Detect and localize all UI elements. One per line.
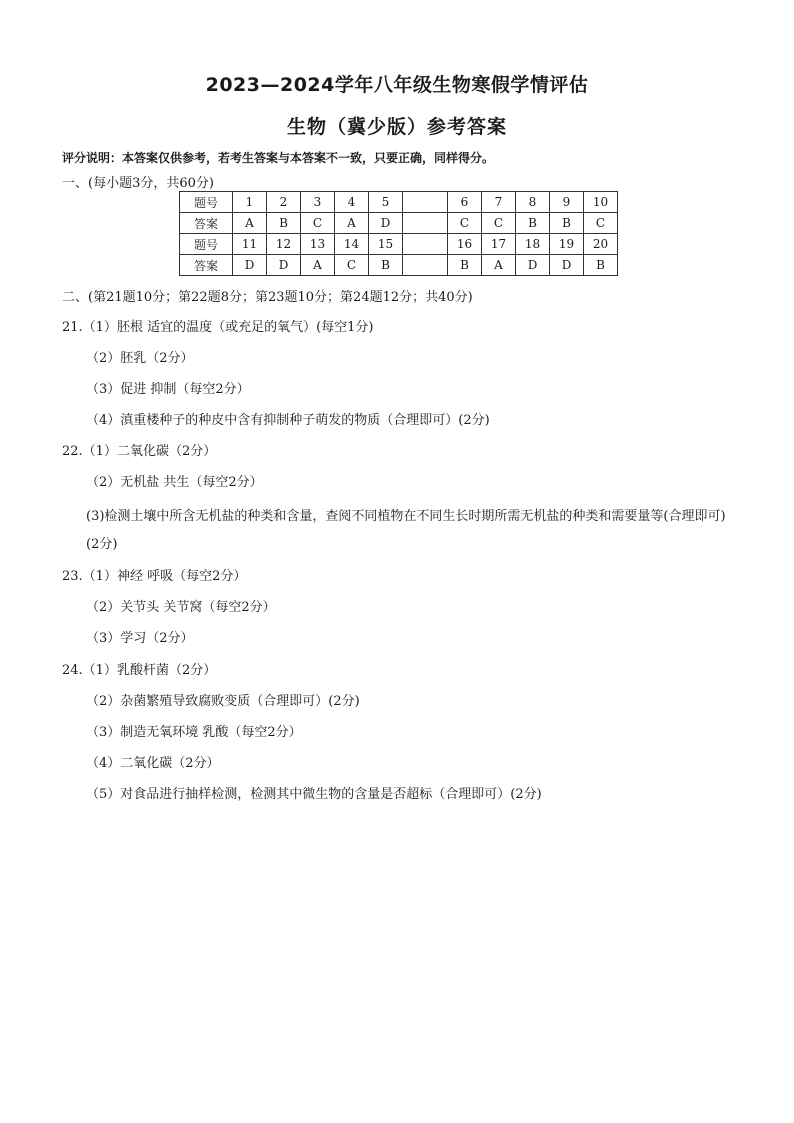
table-cell: 14 bbox=[335, 234, 369, 255]
table-cell: C bbox=[301, 213, 335, 234]
table-cell: D bbox=[369, 213, 403, 234]
table-cell: A bbox=[233, 213, 267, 234]
table-cell: 5 bbox=[369, 192, 403, 213]
row-label: 题号 bbox=[180, 192, 233, 213]
q22-line-3: (3)检测土壤中所含无机盐的种类和含量，查阅不同植物在不同生长时期所需无机盐的种类和需要量等(合理即可)(2分) bbox=[86, 509, 726, 552]
table-cell: D bbox=[516, 255, 550, 276]
table-cell: 4 bbox=[335, 192, 369, 213]
table-cell: B bbox=[584, 255, 618, 276]
table-cell: 16 bbox=[448, 234, 482, 255]
row-label: 答案 bbox=[180, 255, 233, 276]
section2-heading: 二、(第21题10分；第22题8分；第23题10分；第24题12分；共40分) bbox=[62, 290, 473, 305]
q24-line-5: （5）对食品进行抽样检测，检测其中微生物的含量是否超标（合理即可）(2分) bbox=[86, 787, 542, 802]
q21-line-4: （4）滇重楼种子的种皮中含有抑制种子萌发的物质（合理即可）(2分) bbox=[86, 413, 490, 428]
table-row bbox=[180, 213, 618, 234]
q21-line-3: （3）促进 抑制（每空2分） bbox=[86, 382, 250, 397]
table-cell: 18 bbox=[516, 234, 550, 255]
table-cell: C bbox=[448, 213, 482, 234]
q23-line-2: （2）关节头 关节窝（每空2分） bbox=[86, 600, 276, 615]
table-cell: D bbox=[550, 255, 584, 276]
table-cell: 10 bbox=[584, 192, 618, 213]
answer-table bbox=[179, 191, 618, 276]
grading-note: 评分说明：本答案仅供参考，若考生答案与本答案不一致，只要正确，同样得分。 bbox=[62, 151, 495, 165]
page-title: 2023—2024学年八年级生物寒假学情评估 bbox=[205, 74, 589, 96]
table-cell: 6 bbox=[448, 192, 482, 213]
table-cell: A bbox=[482, 255, 516, 276]
row-label: 题号 bbox=[180, 234, 233, 255]
table-cell: B bbox=[267, 213, 301, 234]
q22-line-1: 22.（1）二氧化碳（2分） bbox=[62, 444, 217, 459]
table-cell: B bbox=[369, 255, 403, 276]
q24-line-1: 24.（1）乳酸杆菌（2分） bbox=[62, 663, 217, 678]
q24-line-4: （4）二氧化碳（2分） bbox=[86, 756, 220, 771]
section1-heading: 一、(每小题3分，共60分) bbox=[62, 176, 214, 191]
table-cell: 9 bbox=[550, 192, 584, 213]
table-cell: 19 bbox=[550, 234, 584, 255]
table-gap bbox=[403, 234, 448, 255]
table-cell: 8 bbox=[516, 192, 550, 213]
row-label: 答案 bbox=[180, 213, 233, 234]
table-row bbox=[180, 234, 618, 255]
table-cell: D bbox=[267, 255, 301, 276]
table-cell: 3 bbox=[301, 192, 335, 213]
q24-line-2: （2）杂菌繁殖导致腐败变质（合理即可）(2分) bbox=[86, 694, 360, 709]
table-cell: B bbox=[448, 255, 482, 276]
table-cell: D bbox=[233, 255, 267, 276]
table-cell: 12 bbox=[267, 234, 301, 255]
q21-line-2: （2）胚乳（2分） bbox=[86, 351, 194, 366]
table-gap bbox=[403, 213, 448, 234]
table-cell: 20 bbox=[584, 234, 618, 255]
q23-line-1: 23.（1）神经 呼吸（每空2分） bbox=[62, 569, 247, 584]
table-cell: B bbox=[516, 213, 550, 234]
q23-line-3: （3）学习（2分） bbox=[86, 631, 194, 646]
table-cell: 11 bbox=[233, 234, 267, 255]
table-cell: C bbox=[482, 213, 516, 234]
table-cell: 1 bbox=[233, 192, 267, 213]
table-gap bbox=[403, 192, 448, 213]
table-gap bbox=[403, 255, 448, 276]
table-cell: C bbox=[335, 255, 369, 276]
table-cell: A bbox=[335, 213, 369, 234]
table-cell: 15 bbox=[369, 234, 403, 255]
q21-line-1: 21.（1）胚根 适宜的温度（或充足的氧气）(每空1分) bbox=[62, 320, 374, 335]
table-cell: 7 bbox=[482, 192, 516, 213]
q24-line-3: （3）制造无氧环境 乳酸（每空2分） bbox=[86, 725, 302, 740]
q22-line-2: （2）无机盐 共生（每空2分） bbox=[86, 475, 263, 490]
table-cell: 2 bbox=[267, 192, 301, 213]
table-row bbox=[180, 192, 618, 213]
table-cell: B bbox=[550, 213, 584, 234]
table-cell: 17 bbox=[482, 234, 516, 255]
table-row bbox=[180, 255, 618, 276]
page-subtitle: 生物（冀少版）参考答案 bbox=[286, 116, 507, 138]
table-cell: 13 bbox=[301, 234, 335, 255]
table-cell: A bbox=[301, 255, 335, 276]
table-cell: C bbox=[584, 213, 618, 234]
